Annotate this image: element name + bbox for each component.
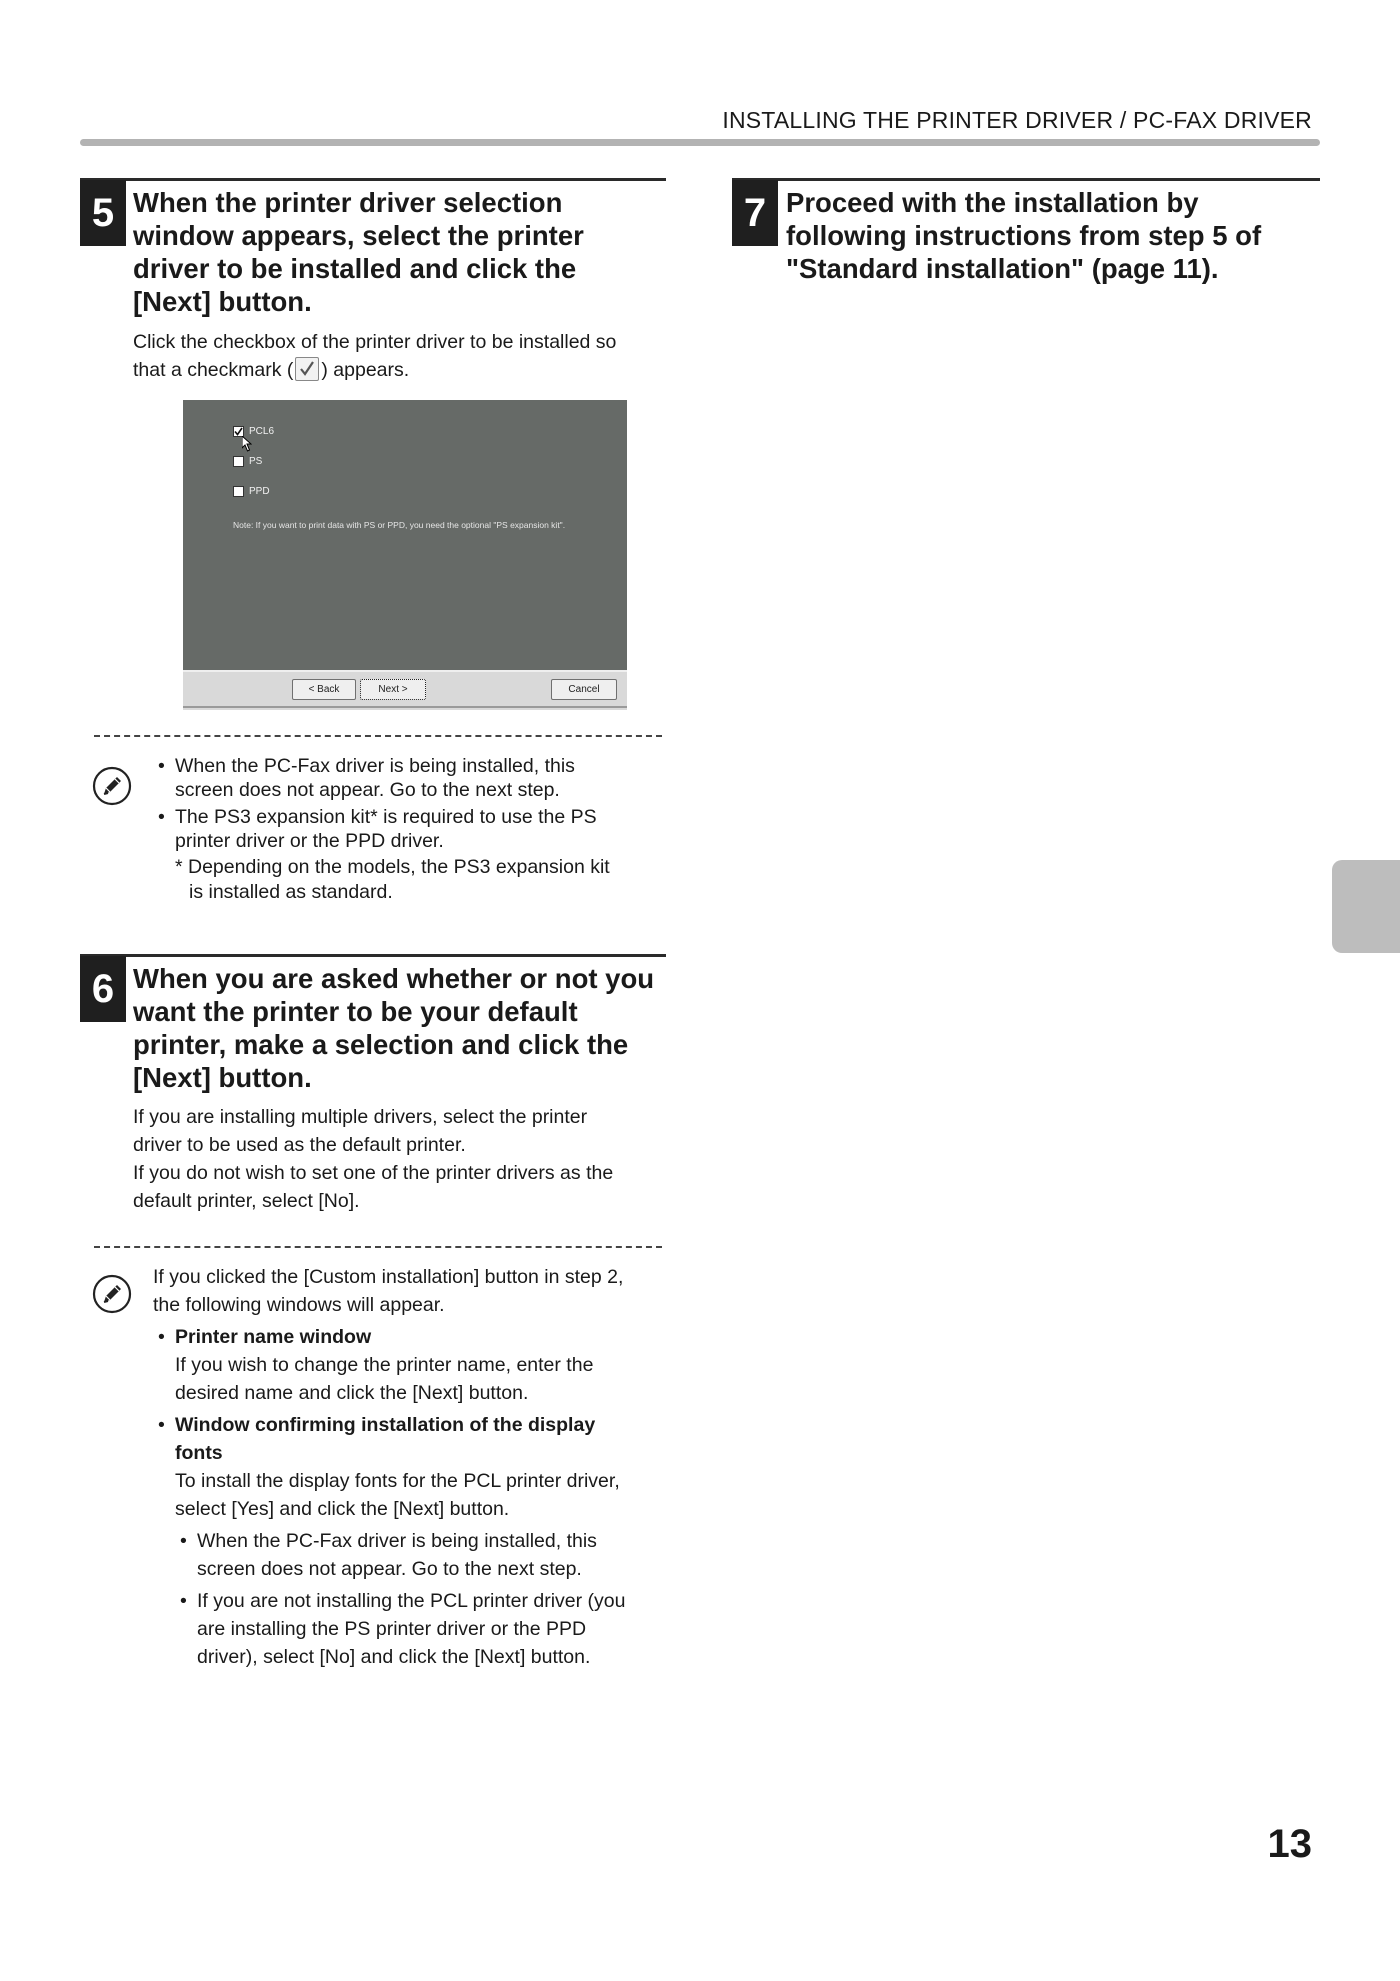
step-6-title-line: printer, make a selection and click the bbox=[133, 1029, 629, 1060]
step-7-title-line: "Standard installation" (page 11). bbox=[786, 253, 1219, 284]
sub-note-line: are installing the PS printer driver or the PPD bbox=[197, 1618, 587, 1640]
note-item-printer-name bbox=[158, 1323, 668, 1407]
step-5-rule bbox=[80, 178, 666, 181]
option-ps[interactable] bbox=[233, 456, 262, 467]
step-7-rule bbox=[732, 178, 1320, 181]
sub-note-item bbox=[180, 1587, 668, 1671]
footnote bbox=[158, 855, 668, 905]
step-6-instruction-line: driver to be used as the default printer. bbox=[133, 1134, 466, 1156]
step-5-title bbox=[133, 186, 673, 318]
step-5-number: 5 bbox=[80, 180, 126, 246]
chapter-tab bbox=[1332, 860, 1400, 953]
note-item-display-fonts bbox=[158, 1411, 668, 1523]
step-6-instruction bbox=[133, 1103, 673, 1215]
step-6-rule bbox=[80, 954, 666, 957]
note-item-heading: • Window confirming installation of the display bbox=[175, 1414, 596, 1436]
ppd-checkbox[interactable] bbox=[233, 486, 244, 497]
step-7-title-line: Proceed with the installation by bbox=[786, 187, 1199, 218]
page-number: 13 bbox=[1267, 1822, 1312, 1866]
option-label: PPD bbox=[249, 486, 270, 497]
step-5-title-line: driver to be installed and click the bbox=[133, 253, 577, 284]
instruction-text: that a checkmark ( bbox=[133, 359, 294, 381]
step-7-title bbox=[786, 186, 1326, 285]
step-6-note-intro bbox=[153, 1263, 673, 1319]
note-item-heading: fonts bbox=[175, 1442, 223, 1464]
step-5-title-line: When the printer driver selection bbox=[133, 187, 563, 218]
sub-note-line: • When the PC-Fax driver is being installed, this bbox=[197, 1530, 597, 1552]
step-6-title bbox=[133, 962, 678, 1094]
note-line: screen does not appear. Go to the next step. bbox=[175, 779, 560, 801]
step-5-instruction-line bbox=[133, 356, 673, 384]
running-header: INSTALLING THE PRINTER DRIVER / PC-FAX DRIVER bbox=[722, 107, 1312, 133]
note-item-line: If you wish to change the printer name, enter the bbox=[175, 1354, 594, 1376]
step-6-instruction-line: default printer, select [No]. bbox=[133, 1190, 360, 1212]
note-item bbox=[158, 805, 668, 853]
footnote-line: is installed as standard. bbox=[189, 881, 393, 903]
next-button[interactable]: Next > bbox=[360, 679, 426, 700]
option-ppd[interactable] bbox=[233, 486, 270, 497]
sub-note-line: driver), select [No] and click the [Next] button. bbox=[197, 1646, 591, 1668]
option-pcl6[interactable] bbox=[233, 426, 274, 437]
note-intro-line: the following windows will appear. bbox=[153, 1294, 445, 1316]
note-item-heading: • Printer name window bbox=[175, 1326, 372, 1348]
ps-checkbox[interactable] bbox=[233, 456, 244, 467]
step-6-instruction-line: If you are installing multiple drivers, select the printer bbox=[133, 1106, 588, 1128]
dialog-note: Note: If you want to print data with PS or PPD, you need the optional "PS expansion kit". bbox=[233, 520, 566, 530]
sub-note-item bbox=[180, 1527, 668, 1583]
sub-note-line: • If you are not installing the PCL printer driver (you bbox=[197, 1590, 626, 1612]
step-6-instruction-line: If you do not wish to set one of the printer drivers as the bbox=[133, 1162, 614, 1184]
note-intro-line: If you clicked the [Custom installation] button in step 2, bbox=[153, 1266, 624, 1288]
option-label: PCL6 bbox=[249, 426, 275, 437]
step-5-title-line: window appears, select the printer bbox=[133, 220, 584, 251]
note-item-line: desired name and click the [Next] button. bbox=[175, 1382, 529, 1404]
step-5-title-line: [Next] button. bbox=[133, 286, 312, 317]
back-button[interactable]: < Back bbox=[292, 679, 356, 700]
pencil-note-icon bbox=[92, 766, 132, 806]
header-rule bbox=[80, 139, 1320, 146]
note-separator bbox=[94, 735, 662, 737]
step-6-title-line: want the printer to be your default bbox=[133, 996, 578, 1027]
note-line: • The PS3 expansion kit* is required to use the PS bbox=[175, 806, 597, 828]
step-7-title-line: following instructions from step 5 of bbox=[786, 220, 1262, 251]
checkmark-icon bbox=[295, 357, 319, 381]
note-line: • When the PC-Fax driver is being installed, this bbox=[175, 755, 575, 777]
mouse-cursor-icon bbox=[242, 436, 252, 457]
footnote-line: * Depending on the models, the PS3 expansion kit bbox=[175, 856, 610, 878]
note-item bbox=[158, 754, 668, 802]
option-label: PS bbox=[249, 456, 263, 467]
pencil-note-icon bbox=[92, 1274, 132, 1314]
note-separator bbox=[94, 1246, 662, 1248]
step-5-instruction bbox=[133, 328, 673, 384]
step-5-notes bbox=[158, 754, 668, 905]
instruction-text: ) appears. bbox=[321, 359, 410, 381]
step-6-note-items bbox=[158, 1323, 668, 1671]
step-6-number: 6 bbox=[80, 956, 126, 1022]
cancel-button[interactable]: Cancel bbox=[551, 679, 617, 700]
step-6-title-line: [Next] button. bbox=[133, 1062, 312, 1093]
step-5-instruction-line: Click the checkbox of the printer driver to be installed so bbox=[133, 331, 617, 353]
note-item-line: To install the display fonts for the PCL printer driver, bbox=[175, 1470, 620, 1492]
step-6-title-line: When you are asked whether or not you bbox=[133, 963, 655, 994]
note-item-line: select [Yes] and click the [Next] button. bbox=[175, 1498, 510, 1520]
sub-note-line: screen does not appear. Go to the next step. bbox=[197, 1558, 582, 1580]
note-line: printer driver or the PPD driver. bbox=[175, 830, 444, 852]
dialog-bottom-edge bbox=[183, 706, 627, 708]
step-7-number: 7 bbox=[732, 180, 778, 246]
